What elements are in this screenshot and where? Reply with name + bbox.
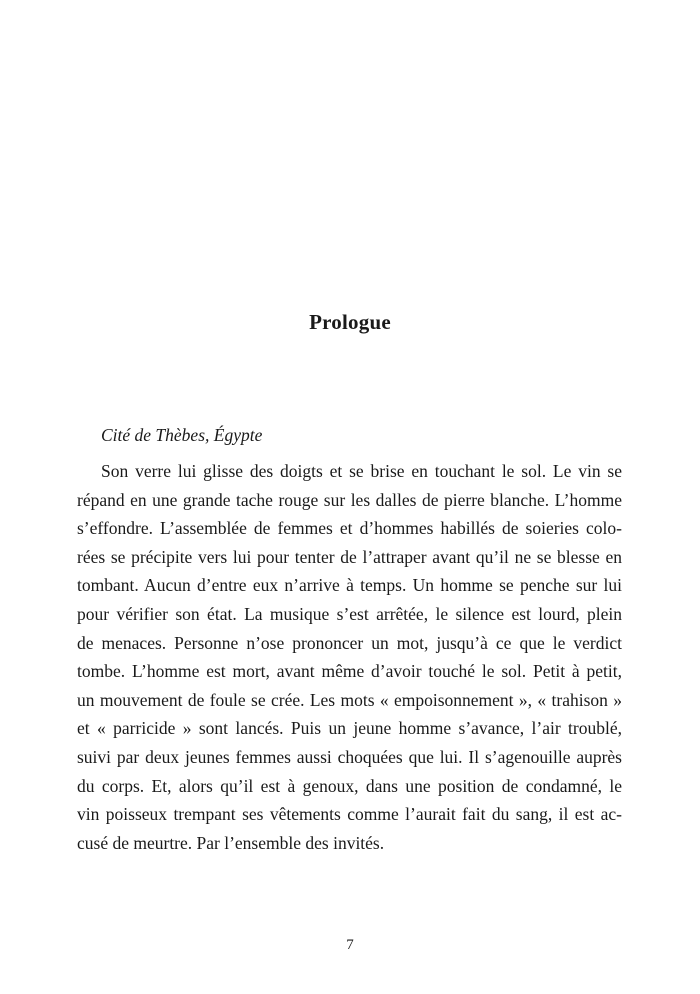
paragraph-line: répand en une grande tache rouge sur les dalles de pierre blanche. L’homme — [77, 489, 622, 510]
paragraph-line: s’effondre. L’assemblée de femmes et d’hommes habillés de soieries colo- — [77, 518, 622, 539]
chapter-title: Prologue — [309, 310, 391, 334]
paragraph-line: tombe. L’homme est mort, avant même d’avoir touché le sol. Petit à petit, — [77, 661, 622, 682]
paragraph-line: Son verre lui glisse des doigts et se brise en touchant le sol. Le vin se — [101, 461, 622, 481]
paragraph-line: tombant. Aucun d’entre eux n’arrive à temps. Un homme se penche sur lui — [77, 575, 622, 596]
paragraph-line: de menaces. Personne n’ose prononcer un mot, jusqu’à ce que le verdict — [77, 632, 622, 653]
paragraph-line: rées se précipite vers lui pour tenter de l’attraper avant qu’il ne se blesse en — [77, 546, 622, 567]
location-subtitle: Cité de Thèbes, Égypte — [101, 425, 263, 445]
paragraph-line: pour vérifier son état. La musique s’est arrêtée, le silence est lourd, plein — [77, 603, 622, 624]
paragraph-line: cusé de meurtre. Par l’ensemble des invités. — [77, 832, 385, 853]
paragraph-line: un mouvement de foule se crée. Les mots « empoisonnement », « trahison » — [77, 689, 622, 710]
paragraph-line: du corps. Et, alors qu’il est à genoux, dans une position de condamné, le — [77, 775, 622, 796]
page-number: 7 — [346, 937, 354, 953]
paragraph-line: suivi par deux jeunes femmes aussi choquées que lui. Il s’agenouille auprès — [77, 746, 622, 767]
prologue-paragraph — [77, 457, 622, 857]
paragraph-line: vin poisseux trempant ses vêtements comme l’aurait fait du sang, il est ac- — [77, 804, 622, 825]
paragraph-line: et « parricide » sont lancés. Puis un jeune homme s’avance, l’air troublé, — [77, 718, 622, 739]
